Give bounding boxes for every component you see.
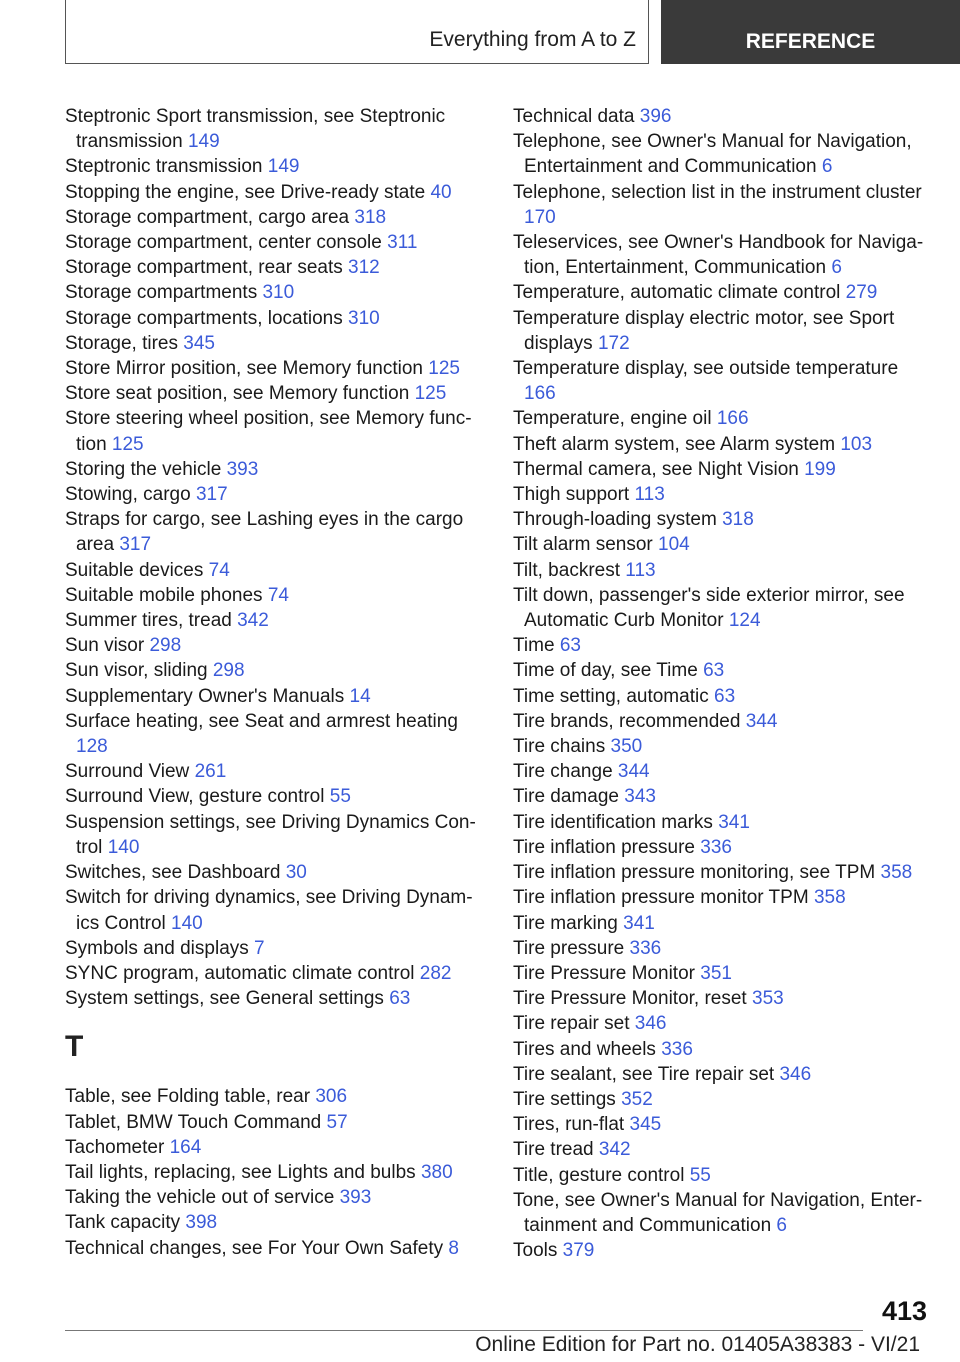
index-page-link[interactable]: 261 (194, 761, 227, 783)
index-entry (65, 986, 480, 1011)
index-page-link[interactable]: 113 (625, 559, 656, 581)
index-entry-text: Tire chains (513, 736, 606, 758)
index-page-link[interactable]: 350 (610, 736, 643, 758)
index-page-link[interactable]: 57 (326, 1111, 348, 1133)
index-entry-text: Tire settings (513, 1088, 616, 1110)
index-page-link[interactable]: 306 (315, 1086, 348, 1108)
index-entry (513, 306, 933, 356)
index-page-link[interactable]: 124 (728, 610, 761, 632)
index-entry-text: Time of day, see Time (513, 660, 698, 682)
index-page-link[interactable]: 346 (634, 1013, 667, 1035)
index-entry (513, 482, 933, 507)
index-page-link[interactable]: 379 (562, 1240, 595, 1262)
index-entry-text: Storing the vehicle (65, 458, 222, 480)
index-entry-text: Storage, tires (65, 332, 178, 354)
index-page-link[interactable]: 345 (183, 332, 215, 354)
index-entry (513, 759, 933, 784)
index-page-link[interactable]: 6 (776, 1214, 787, 1236)
index-entry-text: Store Mirror position, see Memory function (65, 358, 423, 380)
index-entry (65, 280, 480, 305)
index-entry-text: Straps for cargo, see Lashing eyes in the cargo area (65, 509, 464, 556)
index-page-link[interactable]: 164 (169, 1136, 202, 1158)
index-entry (65, 1236, 480, 1261)
index-entry-text: Storage compartments (65, 282, 258, 304)
index-page-link[interactable]: 74 (208, 559, 230, 581)
index-entry-text: System settings, see General settings (65, 988, 384, 1010)
index-entry-text: Tilt alarm sensor (513, 534, 653, 556)
index-entry-text: Tire sealant, see Tire repair set (513, 1063, 775, 1085)
index-entry-text: Sun visor, sliding (65, 660, 208, 682)
index-page-link[interactable]: 344 (617, 761, 650, 783)
index-entry-text: Tire marking (513, 912, 618, 934)
index-entry (65, 684, 480, 709)
index-entry-text: Stopping the engine, see Drive-ready state (65, 181, 426, 203)
index-page-link[interactable]: 140 (107, 836, 140, 858)
index-entry (513, 911, 933, 936)
index-entry-text: Switches, see Dashboard (65, 862, 281, 884)
index-entry (513, 356, 933, 406)
index-page-link[interactable]: 8 (448, 1237, 459, 1259)
index-entry-text: Surround View (65, 761, 190, 783)
index-page-link[interactable]: 63 (703, 660, 725, 682)
index-entry-text: Teleservices, see Owner's Handbook for Navigation, Entertainment, Communication (513, 232, 924, 279)
index-page-link[interactable]: 6 (821, 156, 833, 178)
header-frame (65, 0, 649, 64)
index-entry (65, 860, 480, 885)
index-entry (513, 457, 933, 482)
index-entry-text: Temperature, automatic climate control (513, 282, 841, 304)
index-entry (513, 180, 933, 230)
index-entry-text: Tires, run-flat (513, 1114, 625, 1136)
index-entry (65, 406, 480, 456)
index-entry-text: Tire inflation pressure monitoring, see TPM (513, 862, 876, 884)
index-page-link[interactable]: 63 (389, 988, 411, 1010)
index-page-link[interactable]: 125 (111, 433, 144, 455)
index-entry (513, 633, 933, 658)
index-entry-text: Title, gesture control (513, 1164, 685, 1186)
index-page-link[interactable]: 358 (813, 887, 846, 909)
index-page-link[interactable]: 318 (354, 206, 387, 228)
index-entry-text: Storage compartments, locations (65, 307, 343, 329)
index-entry (513, 280, 933, 305)
index-page-link[interactable]: 352 (621, 1088, 653, 1110)
index-entry-text: Telephone, see Owner's Manual for Navigation, Entertainment and Communication (513, 131, 912, 178)
footer-edition: Online Edition for Part no. 01405A38383 - VI/21 (475, 1333, 920, 1356)
index-entry (65, 759, 480, 784)
index-page-link[interactable]: 398 (185, 1212, 218, 1234)
index-entry-text: Tire Pressure Monitor (513, 962, 695, 984)
index-entry (513, 104, 933, 129)
index-entry (513, 835, 933, 860)
index-entry-text: Storage compartment, center console (65, 232, 382, 254)
index-entry (65, 658, 480, 683)
index-page-link[interactable]: 353 (752, 988, 784, 1010)
index-entry (65, 255, 480, 280)
reference-tab (661, 0, 960, 64)
index-entry (65, 331, 480, 356)
index-entry-text: Tachometer (65, 1136, 165, 1158)
index-page-link[interactable]: 345 (629, 1114, 662, 1136)
index-entry-text: Tone, see Owner's Manual for Navigation, Entertainment and Communication (513, 1189, 923, 1236)
index-page-link[interactable]: 104 (658, 534, 690, 556)
index-entry (65, 104, 480, 154)
index-page-link[interactable]: 312 (348, 257, 380, 279)
index-entry-text: Technical changes, see For Your Own Safety (65, 1237, 444, 1259)
index-page-link[interactable]: 346 (779, 1063, 812, 1085)
index-entry (513, 507, 933, 532)
index-entry (65, 784, 480, 809)
index-page-link[interactable]: 318 (722, 509, 754, 531)
index-page-link[interactable]: 336 (700, 836, 732, 858)
index-entry-text: Supplementary Owner's Manuals (65, 685, 345, 707)
index-entry (513, 230, 933, 280)
index-entry-text: Temperature display, see outside temperature (513, 358, 899, 380)
index-entry (65, 205, 480, 230)
index-entry-text: Theft alarm system, see Alarm system (513, 433, 836, 455)
index-entry (513, 1011, 933, 1036)
index-entry (513, 432, 933, 457)
index-entry-text: Suspension settings, see Driving Dynamics Control (65, 811, 476, 858)
index-entry (65, 306, 480, 331)
index-entry-text: Table, see Folding table, rear (65, 1086, 311, 1108)
index-entry-text: Technical data (513, 106, 635, 127)
index-page-link[interactable]: 393 (339, 1187, 372, 1209)
index-entry-text: Storage compartment, rear seats (65, 257, 343, 279)
index-entry (513, 406, 933, 431)
index-entry (513, 532, 933, 557)
index-page-link[interactable]: 310 (262, 282, 295, 304)
index-page-link[interactable]: 344 (745, 710, 778, 732)
index-entry-text: Tire change (513, 761, 613, 783)
index-entry-text: Time (513, 635, 555, 657)
index-entry (65, 1160, 480, 1185)
index-page-link[interactable]: 113 (634, 484, 665, 506)
index-entry (513, 658, 933, 683)
index-page-link[interactable]: 317 (195, 484, 228, 506)
index-entry-text: Switch for driving dynamics, see Driving Dynamics Control (65, 887, 473, 934)
index-entry-text: Temperature, engine oil (513, 408, 712, 430)
index-page-link[interactable]: 103 (840, 433, 873, 455)
index-entry-text: Steptronic transmission (65, 156, 263, 178)
index-entry (65, 457, 480, 482)
index-page-link[interactable]: 55 (689, 1164, 711, 1186)
page-number: 413 (881, 1296, 927, 1326)
index-page-link[interactable]: 74 (267, 584, 289, 606)
index-page-link[interactable]: 396 (639, 106, 672, 127)
index-page-link[interactable]: 310 (348, 307, 380, 329)
index-entry-text: Storage compartment, cargo area (65, 206, 350, 228)
index-entry-text: Symbols and displays (65, 937, 249, 959)
index-page-link[interactable]: 341 (623, 912, 655, 934)
index-entry-text: Tilt, backrest (513, 559, 620, 581)
index-entry (513, 986, 933, 1011)
index-entry (513, 1112, 933, 1137)
index-page-link[interactable]: 128 (76, 736, 108, 758)
index-list-t (65, 1084, 480, 1260)
index-entry-text: SYNC program, automatic climate control (65, 962, 415, 984)
index-entry-text: Summer tires, tread (65, 610, 232, 632)
index-page-link[interactable]: 149 (267, 156, 300, 178)
index-entry-text: Temperature display electric motor, see Sport displays (513, 307, 895, 354)
index-entry (513, 860, 933, 885)
index-entry-text: Tire pressure (513, 937, 625, 959)
index-column-left (65, 104, 480, 1261)
index-entry (65, 608, 480, 633)
index-entry (513, 1163, 933, 1188)
index-entry (65, 482, 480, 507)
index-page-link[interactable]: 341 (718, 811, 750, 833)
index-page-link[interactable]: 30 (285, 862, 307, 884)
index-entry-text: Tire tread (513, 1139, 594, 1161)
index-entry (65, 356, 480, 381)
index-entry (65, 1210, 480, 1235)
index-entry (65, 1185, 480, 1210)
index-entry (65, 810, 480, 860)
index-entry-text: Tire inflation pressure (513, 836, 695, 858)
index-page-link[interactable]: 351 (700, 962, 732, 984)
index-page-link[interactable]: 63 (559, 635, 581, 657)
index-letter-heading: T (65, 1030, 84, 1064)
index-entry-text: Tire Pressure Monitor, reset (513, 988, 747, 1010)
index-list-s (65, 104, 480, 1011)
index-entry (65, 583, 480, 608)
index-entry (65, 936, 480, 961)
index-entry-text: Tire identification marks (513, 811, 713, 833)
index-entry-text: Suitable mobile phones (65, 584, 263, 606)
index-entry (513, 936, 933, 961)
index-entry (513, 709, 933, 734)
index-page-link[interactable]: 199 (804, 458, 836, 480)
section-title: Everything from A to Z (429, 28, 636, 51)
index-list-t-continued (513, 104, 933, 1263)
index-page-link[interactable]: 298 (212, 660, 245, 682)
index-page-link[interactable]: 342 (598, 1139, 631, 1161)
index-entry (513, 684, 933, 709)
index-page-link[interactable]: 140 (171, 912, 203, 934)
index-entry (65, 154, 480, 179)
index-entry-text: Surface heating, see Seat and armrest heating (65, 710, 458, 732)
index-page-link[interactable]: 166 (524, 383, 556, 405)
index-entry (65, 381, 480, 406)
index-entry (513, 1062, 933, 1087)
index-entry (513, 885, 933, 910)
index-entry (65, 507, 480, 557)
index-page-link[interactable]: 342 (237, 610, 269, 632)
index-entry (65, 885, 480, 935)
index-page-link[interactable]: 172 (597, 332, 630, 354)
index-entry (65, 1084, 480, 1109)
index-entry (513, 1037, 933, 1062)
index-page-link[interactable]: 282 (419, 962, 452, 984)
index-entry-text: Tire brands, recommended (513, 710, 741, 732)
index-entry (513, 558, 933, 583)
index-page-link[interactable]: 125 (428, 358, 460, 380)
index-entry-text: Stowing, cargo (65, 484, 191, 506)
index-entry (513, 583, 933, 633)
index-page-link[interactable]: 380 (420, 1161, 453, 1183)
index-page-link[interactable]: 6 (831, 257, 842, 279)
index-entry (513, 1238, 933, 1263)
index-page-link[interactable]: 317 (119, 534, 152, 556)
index-page-link[interactable]: 166 (716, 408, 749, 430)
index-entry-text: Sun visor (65, 635, 145, 657)
index-entry-text: Steptronic Sport transmission, see Steptronic transmission (65, 106, 446, 153)
index-page-link[interactable]: 63 (714, 685, 736, 707)
index-page-link[interactable]: 40 (430, 181, 452, 203)
index-entry (513, 784, 933, 809)
index-page-link[interactable]: 393 (226, 458, 259, 480)
index-entry-text: Tools (513, 1240, 558, 1262)
index-entry (65, 1110, 480, 1135)
index-entry (513, 1087, 933, 1112)
index-page-link[interactable]: 358 (880, 862, 913, 884)
index-page-link[interactable]: 125 (414, 383, 447, 405)
reference-tab-label: REFERENCE (745, 30, 876, 53)
index-entry-text: Store steering wheel position, see Memory function (65, 408, 472, 455)
index-entry-text: Tail lights, replacing, see Lights and bulbs (65, 1161, 416, 1183)
index-entry (65, 961, 480, 986)
index-entry-text: Surround View, gesture control (65, 786, 325, 808)
index-page-link[interactable]: 7 (254, 937, 265, 959)
index-entry (65, 558, 480, 583)
index-entry-text: Tires and wheels (513, 1038, 656, 1060)
index-entry (65, 230, 480, 255)
index-entry (65, 180, 480, 205)
index-entry-text: Suitable devices (65, 559, 204, 581)
index-entry (513, 1188, 933, 1238)
index-entry (513, 961, 933, 986)
index-page-link[interactable]: 55 (329, 786, 351, 808)
index-entry (65, 709, 480, 759)
index-entry-text: Tank capacity (65, 1212, 181, 1234)
index-entry (513, 810, 933, 835)
index-entry (513, 1137, 933, 1162)
index-page-link[interactable]: 298 (149, 635, 182, 657)
index-page-link[interactable]: 279 (845, 282, 878, 304)
index-entry-text: Thermal camera, see Night Vision (513, 458, 799, 480)
index-entry (65, 1135, 480, 1160)
index-entry (65, 633, 480, 658)
index-entry-text: Tire inflation pressure monitor TPM (513, 887, 809, 909)
index-entry-text: Tire damage (513, 786, 619, 808)
index-entry-text: Time setting, automatic (513, 685, 709, 707)
index-entry-text: Thigh support (513, 484, 630, 506)
index-entry-text: Tilt down, passenger's side exterior mirror, see Automatic Curb Monitor (513, 584, 905, 632)
index-entry-text: Taking the vehicle out of service (65, 1187, 335, 1209)
index-column-right (513, 104, 933, 1263)
index-entry-text: Telephone, selection list in the instrument cluster (513, 181, 922, 203)
footer-divider (65, 1330, 863, 1331)
index-page-link[interactable]: 149 (187, 131, 220, 153)
index-entry-text: Store seat position, see Memory function (65, 383, 410, 405)
index-entry (513, 129, 933, 179)
index-page-link[interactable]: 170 (524, 206, 556, 228)
index-page-link[interactable]: 336 (629, 937, 662, 959)
index-entry-text: Tablet, BMW Touch Command (65, 1111, 322, 1133)
index-page-link[interactable]: 14 (349, 685, 371, 707)
index-page-link[interactable]: 311 (387, 232, 418, 254)
index-page-link[interactable]: 343 (624, 786, 656, 808)
index-page-link[interactable]: 336 (661, 1038, 693, 1060)
index-entry-text: Tire repair set (513, 1013, 630, 1035)
index-entry-text: Through-loading system (513, 509, 717, 531)
index-entry (513, 734, 933, 759)
